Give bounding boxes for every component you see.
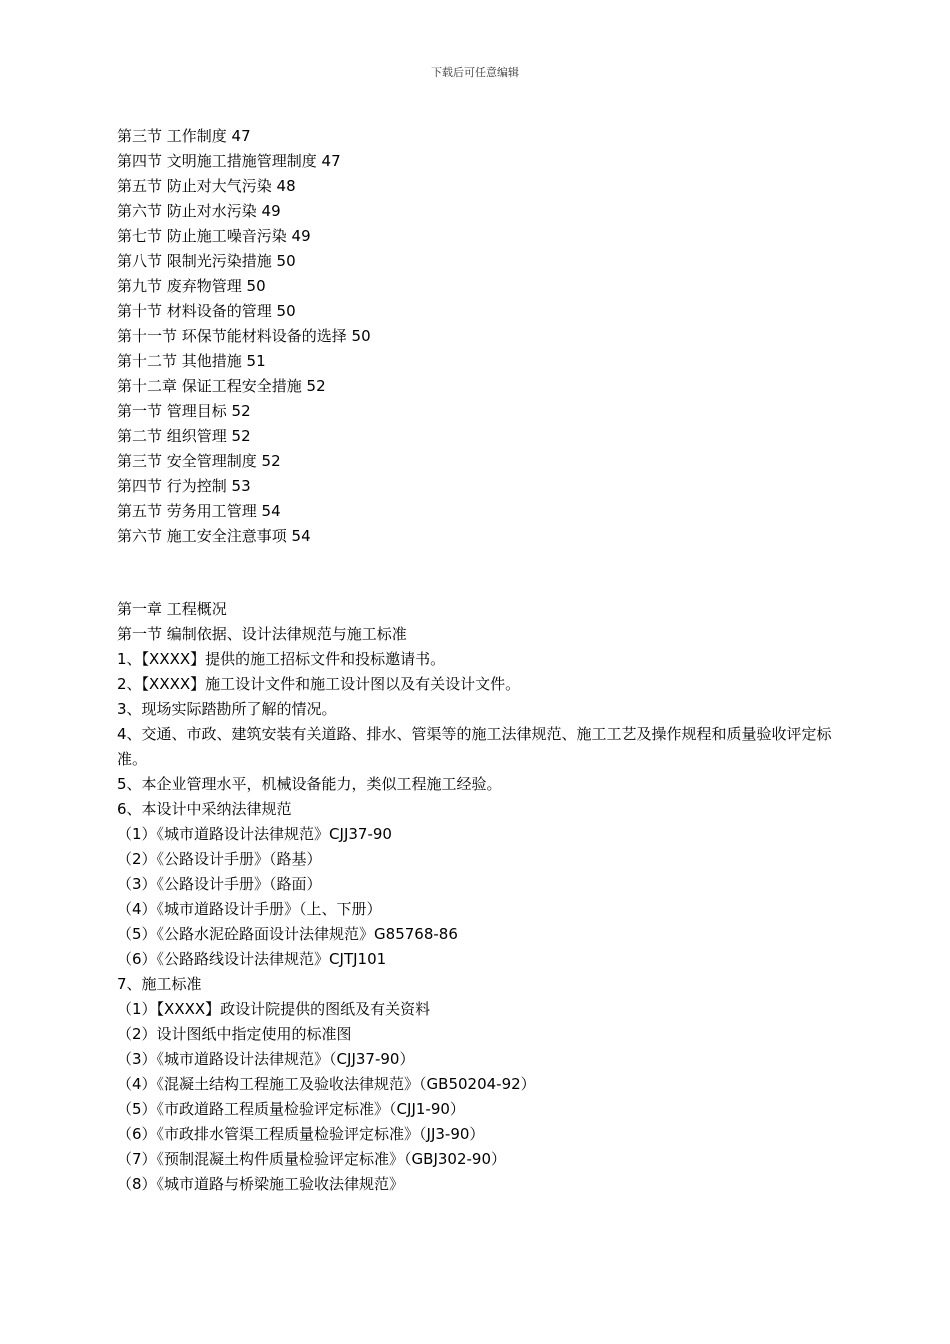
toc-entry: 第四节 行为控制 53 xyxy=(117,477,251,495)
sub-list-item: （3）《公路设计手册》（路面） xyxy=(117,875,322,893)
sub-list-item: （3）《城市道路设计法律规范》（CJJ37-90） xyxy=(117,1050,415,1068)
toc-entry: 第三节 工作制度 47 xyxy=(117,127,251,145)
toc-entry: 第十二节 其他措施 51 xyxy=(117,352,266,370)
toc-entry: 第九节 废弃物管理 50 xyxy=(117,277,266,295)
sub-list-item: （1）《城市道路设计法律规范》CJJ37-90 xyxy=(117,825,392,843)
toc-entry: 第五节 防止对大气污染 48 xyxy=(117,177,296,195)
toc-entry: 第一节 管理目标 52 xyxy=(117,402,251,420)
page-header: 下载后可任意编辑 xyxy=(431,66,519,79)
sub-list-item: （4）《混凝土结构工程施工及验收法律规范》（GB50204-92） xyxy=(117,1075,536,1093)
sub-list-item: （8）《城市道路与桥梁施工验收法律规范》 xyxy=(117,1175,405,1193)
toc-entry: 第七节 防止施工噪音污染 49 xyxy=(117,227,311,245)
sub-list-item: （6）《市政排水管渠工程质量检验评定标准》（JJ3-90） xyxy=(117,1125,485,1143)
sub-list-item: （2）《公路设计手册》（路基） xyxy=(117,850,322,868)
toc-entry: 第二节 组织管理 52 xyxy=(117,427,251,445)
toc-entry: 第六节 防止对水污染 49 xyxy=(117,202,281,220)
toc-entry: 第八节 限制光污染措施 50 xyxy=(117,252,296,270)
chapter-heading: 第一章 工程概况 xyxy=(117,600,227,618)
sub-list-item: （5）《公路水泥砼路面设计法律规范》G85768-86 xyxy=(117,925,458,943)
list-item: 6、本设计中采纳法律规范 xyxy=(117,800,292,818)
list-item: 5、本企业管理水平，机械设备能力，类似工程施工经验。 xyxy=(117,775,502,793)
table-of-contents xyxy=(117,124,837,549)
toc-entry: 第十节 材料设备的管理 50 xyxy=(117,302,296,320)
list-item: 7、施工标准 xyxy=(117,975,202,993)
list-item: 1、【XXXX】提供的施工招标文件和投标邀请书。 xyxy=(117,650,446,668)
sub-list-item: （4）《城市道路设计手册》（上、下册） xyxy=(117,900,382,918)
list-item: 2、【XXXX】施工设计文件和施工设计图以及有关设计文件。 xyxy=(117,675,521,693)
toc-entry: 第十一节 环保节能材料设备的选择 50 xyxy=(117,327,371,345)
sub-list-item: （5）《市政道路工程质量检验评定标准》（CJJ1-90） xyxy=(117,1100,465,1118)
document-body xyxy=(117,597,837,1197)
section-heading: 第一节 编制依据、设计法律规范与施工标准 xyxy=(117,625,407,643)
list-item: 4、交通、市政、建筑安装有关道路、排水、管渠等的施工法律规范、施工工艺及操作规程和质量验收评定标准。 xyxy=(117,725,832,768)
toc-entry: 第四节 文明施工措施管理制度 47 xyxy=(117,152,341,170)
toc-entry: 第十二章 保证工程安全措施 52 xyxy=(117,377,326,395)
toc-entry: 第三节 安全管理制度 52 xyxy=(117,452,281,470)
list-item: 3、现场实际踏勘所了解的情况。 xyxy=(117,700,337,718)
sub-list-item: （7）《预制混凝土构件质量检验评定标准》（GBJ302-90） xyxy=(117,1150,507,1168)
toc-entry: 第六节 施工安全注意事项 54 xyxy=(117,527,311,545)
sub-list-item: （6）《公路路线设计法律规范》CJTJ101 xyxy=(117,950,387,968)
sub-list-item: （1）【XXXX】政设计院提供的图纸及有关资料 xyxy=(117,1000,431,1018)
sub-list-item: （2）设计图纸中指定使用的标准图 xyxy=(117,1025,352,1043)
toc-entry: 第五节 劳务用工管理 54 xyxy=(117,502,281,520)
